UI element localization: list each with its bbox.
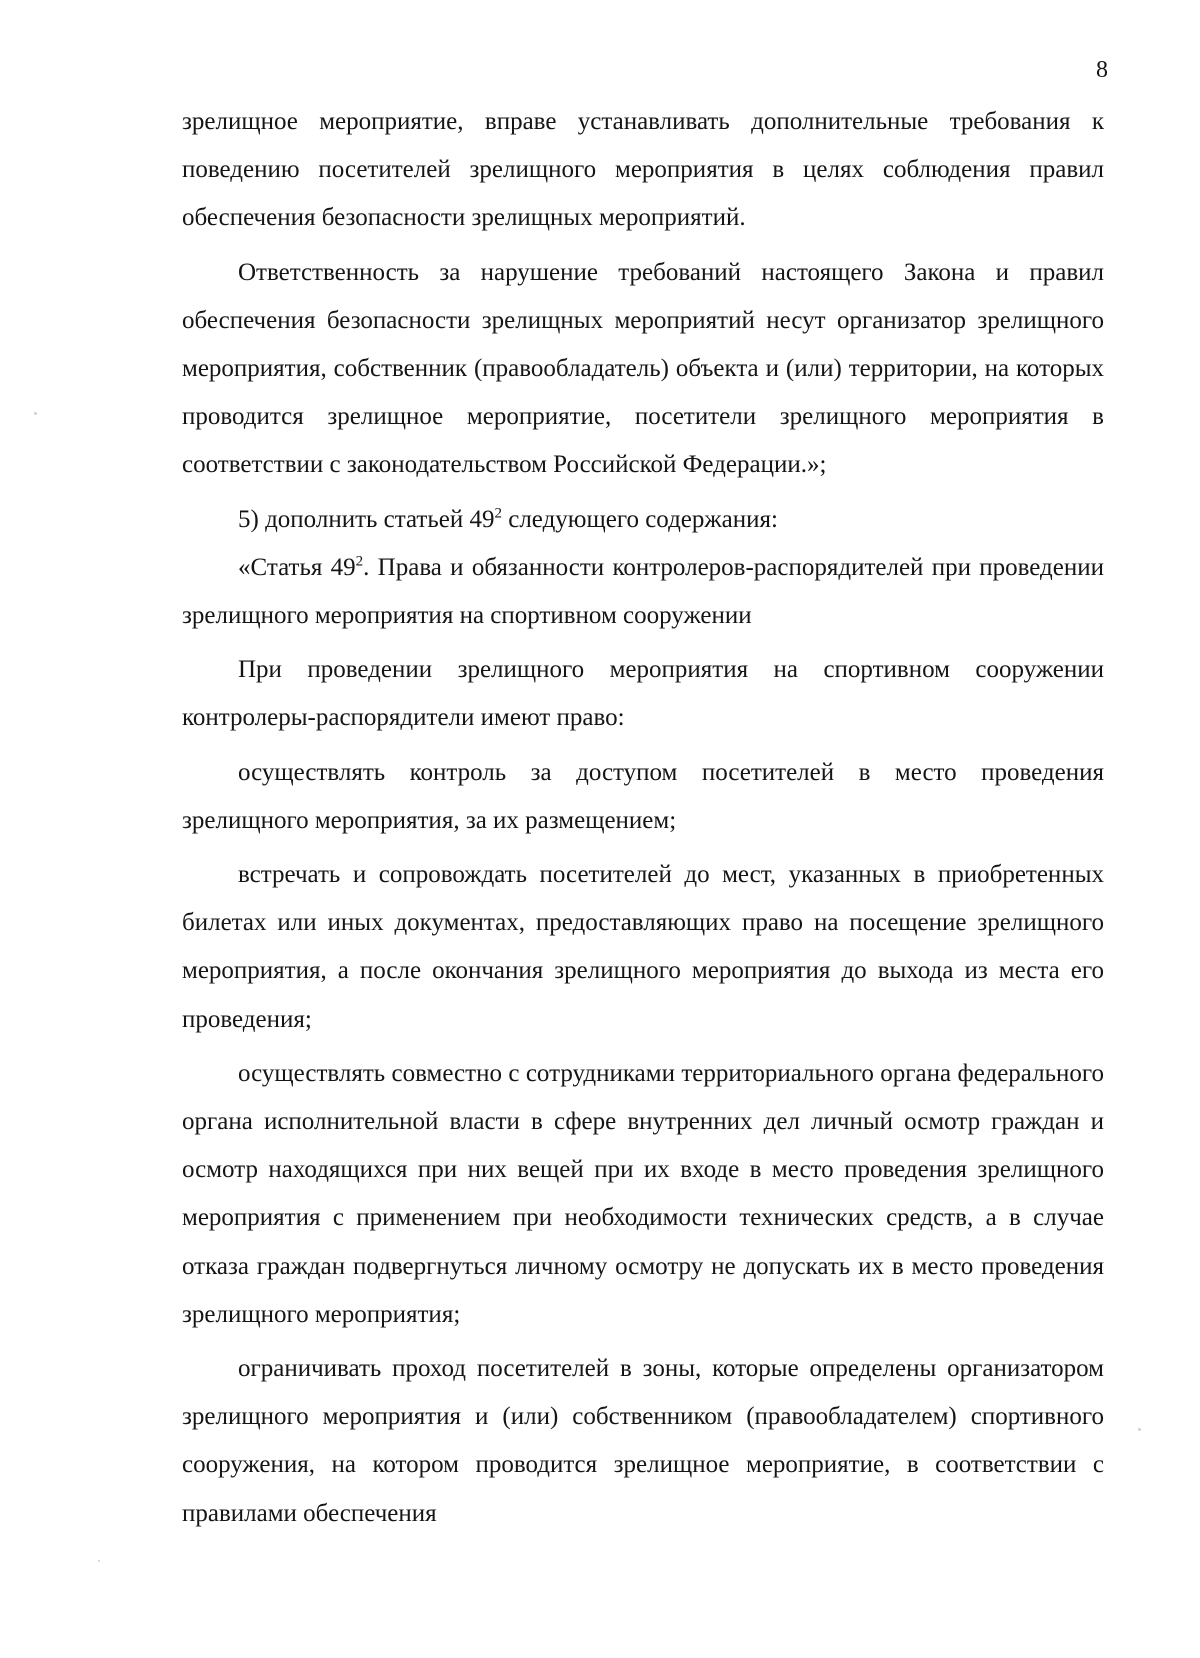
paragraph-article-title — [182, 544, 1104, 640]
amendment-text-end: следующего содержания: — [501, 505, 778, 533]
scan-speck — [98, 1560, 100, 1562]
document-text-body — [182, 98, 1104, 1538]
article-title-end: . Права и обязанности контролеров-распорядителей при проведении зрелищного мероприятия на спортивном сооружении — [182, 553, 1104, 630]
paragraph-right-restrict-passage: ограничивать проход посетителей в зоны, которые определены организатором зрелищного мероприятия и (или) собственником (правообладателем) спортивного сооружения, на котором проводится зрелищное мероприятие, в соответствии с правилами обеспечения — [182, 1355, 1104, 1527]
paragraph-amendment-item — [182, 496, 1104, 544]
article-superscript: 2 — [494, 505, 502, 522]
paragraph-right-access-control: осуществлять контроль за доступом посетителей в место проведения зрелищного мероприятия, за их размещением; — [182, 758, 1104, 834]
scan-speck — [1138, 1428, 1141, 1431]
paragraph-responsibility: Ответственность за нарушение требований настоящего Закона и правил обеспечения безопасности зрелищных мероприятий несут организатор зрелищного мероприятия, собственник (правообладатель) объекта и (или) территории, на которых проводится зрелищное мероприятие, посетители зрелищного мероприятия в соответствии с законодательством Российской Федерации.»; — [182, 258, 1104, 479]
paragraph-continuation: зрелищное мероприятие, вправе устанавливать дополнительные требования к поведению посетителей зрелищного мероприятия в целях соблюдения правил обеспечения безопасности зрелищных мероприятий. — [182, 108, 1104, 232]
page-number: 8 — [1096, 57, 1108, 83]
paragraph-right-escort: встречать и сопровождать посетителей до мест, указанных в приобретенных билетах или иных документах, предоставляющих право на посещение зрелищного мероприятия, а после окончания зрелищного мероприятия до выхода из места его проведения; — [182, 861, 1104, 1033]
amendment-text-start: 5) дополнить статьей 49 — [238, 505, 495, 533]
scan-speck — [34, 412, 37, 415]
article-title-start: «Статья 49 — [238, 553, 356, 581]
article-title-superscript: 2 — [355, 553, 364, 570]
paragraph-right-inspection: осуществлять совместно с сотрудниками территориального органа федерального органа исполнительной власти в сфере внутренних дел личный осмотр граждан и осмотр находящихся при них вещей при их входе в место проведения зрелищного мероприятия с применением при необходимости технических средств, а в случае отказа граждан подвергнуться личному осмотру не допускать их в место проведения зрелищного мероприятия; — [182, 1059, 1104, 1328]
paragraph-rights-intro: При проведении зрелищного мероприятия на спортивном сооружении контролеры-распорядители имеют право: — [182, 656, 1104, 732]
